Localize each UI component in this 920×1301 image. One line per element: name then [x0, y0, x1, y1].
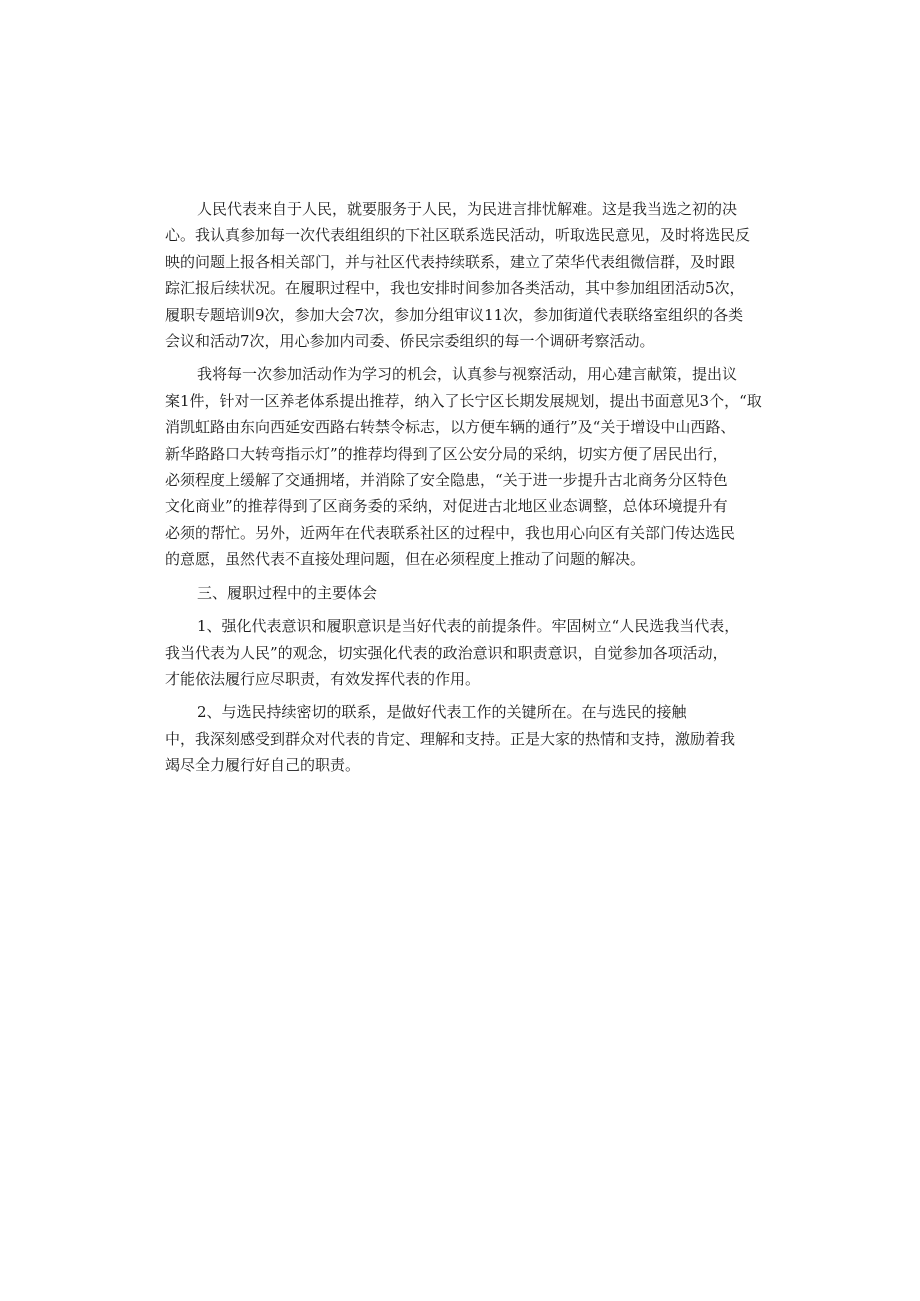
text-line: 新华路路口大转弯指示灯”的推荐均得到了区公安分局的采纳，切实方便了居民出行，	[165, 444, 728, 463]
text-line: 才能依法履行应尽职责，有效发挥代表的作用。	[165, 669, 481, 688]
text-line: 的意愿，虽然代表不直接处理问题，但在必须程度上推动了问题的解决。	[165, 550, 646, 569]
text-line: 会议和活动7次，用心参加内司委、侨民宗委组织的每一个调研考察活动。	[165, 332, 655, 351]
text-line: 必须程度上缓解了交通拥堵，并消除了安全隐患，“关于进一步提升古北商务分区特色	[165, 471, 728, 490]
text-line: 我将每一次参加活动作为学习的机会，认真参与视察活动，用心建言献策，提出议	[197, 365, 738, 384]
text-line: 人民代表来自于人民，就要服务于人民，为民进言排忧解难。这是我当选之初的决	[197, 200, 738, 218]
paragraph-suggestions	[165, 361, 762, 572]
text-line: 中，我深刻感受到群众对代表的肯定、理解和支持。正是大家的热情和支持，激励着我	[165, 729, 736, 748]
text-line: 履职专题培训9次，参加大会7次，参加分组审议11次，参加街道代表联络室组织的各类	[165, 305, 744, 324]
paragraph-awareness	[165, 613, 755, 692]
text-line: 案1件，针对一区养老体系提出推荐，纳入了长宁区长期发展规划，提出书面意见3个，“取	[165, 391, 762, 410]
text-line: 映的问题上报各相关部门，并与社区代表持续联系，建立了荣华代表组微信群，及时跟	[165, 252, 736, 271]
text-line: 文化商业”的推荐得到了区商务委的采纳，对促进古北地区业态调整，总体环境提升有	[165, 497, 728, 516]
text-line: 消凯虹路由东向西延安西路右转禁令标志，以方便车辆的通行”及“关于增设中山西路、	[165, 418, 736, 437]
text-line: 1、强化代表意识和履职意识是当好代表的前提条件。牢固树立“人民选我当代表，	[197, 617, 740, 636]
text-line: 竭尽全力履行好自己的职责。	[165, 756, 361, 775]
paragraph-representative-duty	[165, 196, 755, 354]
text-line: 踪汇报后续状况。在履职过程中，我也安排时间参加各类活动，其中参加组团活动5次，	[165, 279, 745, 298]
text-line: 心。我认真参加每一次代表组组织的下社区联系选民活动，听取选民意见，及时将选民反	[165, 226, 751, 245]
text-line: 2、与选民持续密切的联系，是做好代表工作的关键所在。在与选民的接触	[197, 703, 687, 722]
text-line: 必须的帮忙。另外，近两年在代表联系社区的过程中，我也用心向区有关部门传达选民	[165, 523, 736, 542]
document-body	[165, 196, 762, 786]
section-heading	[165, 580, 755, 606]
heading-line: 三、履职过程中的主要体会	[197, 583, 378, 602]
paragraph-voter-contact	[165, 699, 755, 778]
text-line: 我当代表为人民”的观念，切实强化代表的政治意识和职责意识，自觉参加各项活动，	[165, 643, 728, 662]
